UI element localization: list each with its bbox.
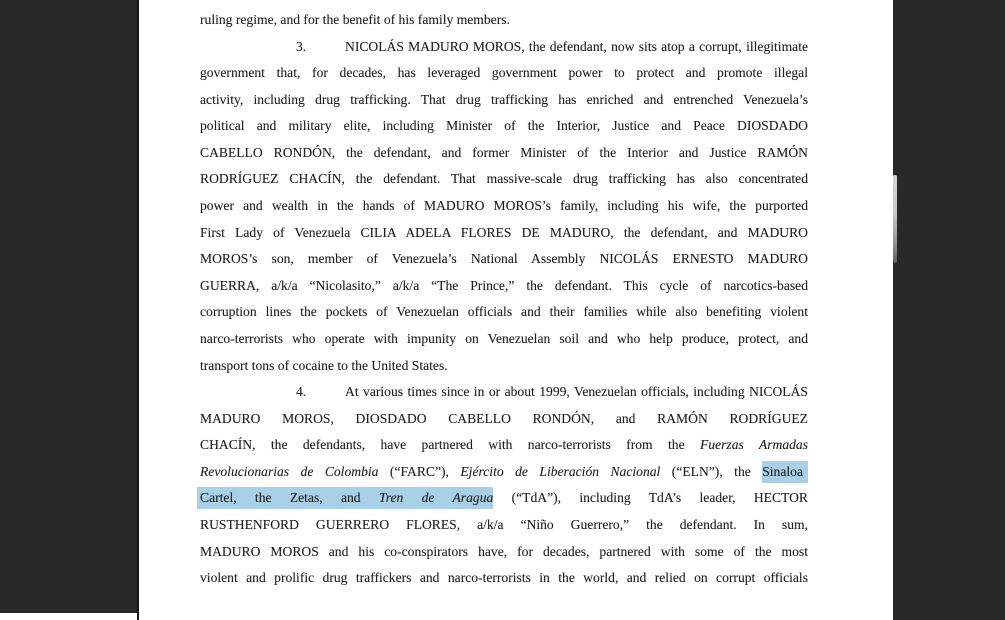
text-segment: MOROS’s son, member of Venezuela’s National Assembly NICOLÁS ERNESTO MADURO	[200, 251, 808, 267]
document-line	[200, 299, 808, 326]
document-line	[200, 140, 808, 167]
document-line	[200, 220, 808, 247]
scrollbar-thumb[interactable]	[893, 175, 897, 263]
text-segment: narco-terrorists who operate with impunity on Venezuelan soil and who help produce, protect, and	[200, 330, 808, 346]
text-segment: power and wealth in the hands of MADURO MOROS’s family, including his wife, the purported	[200, 198, 808, 214]
text-segment: CABELLO RONDÓN, the defendant, and former Minister of the Interior and Justice RAMÓN	[200, 144, 808, 160]
text-segment: ruling regime, and for the benefit of his family members.	[200, 12, 510, 27]
document-line	[200, 432, 808, 459]
paragraph-number: 4.	[296, 384, 307, 400]
viewer-left-panel	[0, 0, 137, 613]
document-line	[200, 353, 808, 380]
text-segment: First Lady of Venezuela CILIA ADELA FLORES DE MADURO, the defendant, and MADURO	[200, 224, 808, 240]
text-segment: CHACÍN, the defendants, have partnered with narco-terrorists from the	[200, 437, 700, 453]
text-segment: corruption lines the pockets of Venezuelan officials and their families while also benefiting violent	[200, 304, 808, 320]
text-segment: MADURO MOROS, DIOSDADO CABELLO RONDÓN, and RAMÓN RODRÍGUEZ	[200, 410, 808, 426]
document-line	[200, 565, 808, 592]
text-segment: MADURO MOROS and his co-conspirators have, for decades, partnered with some of the most	[200, 543, 808, 559]
document-line	[200, 539, 808, 566]
document-line	[200, 406, 808, 433]
text-segment: Ejército de Liberación Nacional	[460, 463, 661, 479]
document-line	[200, 485, 808, 512]
document-line	[200, 60, 808, 87]
highlighted-text: Tren de Aragua	[379, 487, 493, 509]
text-segment: Fuerzas Armadas	[699, 437, 809, 453]
document-line	[200, 512, 808, 539]
text-column	[200, 7, 808, 592]
text-segment: activity, including drug trafficking. That drug trafficking has enriched and entrenched Venezuela’s	[200, 91, 808, 107]
text-segment: Revolucionarias de Colombia	[200, 463, 379, 479]
text-segment: GUERRA, a/k/a “Nicolasito,” a/k/a “The Prince,” the defendant. This cycle of narcotics-based	[200, 277, 808, 293]
document-line	[200, 459, 808, 486]
document-line	[200, 246, 808, 273]
text-segment: violent and prolific drug traffickers and narco-terrorists in the world, and relied on corrupt officials	[200, 570, 808, 586]
text-segment: government that, for decades, has leveraged government power to protect and promote illegal	[200, 65, 808, 81]
text-segment: At various times since in or about 1999, Venezuelan officials, including NICOLÁS	[345, 384, 808, 400]
document-line	[200, 7, 808, 34]
document-line	[200, 166, 808, 193]
document-line	[200, 193, 808, 220]
document-line	[200, 34, 808, 61]
text-segment: RUSTHENFORD GUERRERO FLORES, a/k/a “Niño Guerrero,” the defendant. In sum,	[200, 516, 808, 532]
text-segment: (“TdA”), including TdA’s leader, HECTOR	[493, 490, 808, 506]
document-line	[200, 379, 808, 406]
text-segment: transport tons of cocaine to the United States.	[200, 357, 448, 373]
text-segment: RODRÍGUEZ CHACÍN, the defendant. That massive-scale drug trafficking has also concentrated	[200, 171, 808, 187]
document-page	[139, 0, 893, 620]
highlighted-text: Cartel, the Zetas, and	[197, 487, 379, 509]
viewer-right-panel	[893, 0, 1005, 620]
paragraph-number: 3.	[296, 38, 307, 54]
text-segment: political and military elite, including Minister of the Interior, Justice and Peace DIOSDADO	[200, 118, 808, 134]
text-segment: (“ELN”), the	[660, 463, 763, 479]
text-segment: (“FARC”),	[378, 463, 461, 479]
highlighted-text: Sinaloa	[762, 461, 808, 483]
document-line	[200, 113, 808, 140]
document-line	[200, 273, 808, 300]
document-line	[200, 326, 808, 353]
text-segment: NICOLÁS MADURO MOROS, the defendant, now sits atop a corrupt, illegitimate	[345, 38, 808, 54]
document-line	[200, 87, 808, 114]
